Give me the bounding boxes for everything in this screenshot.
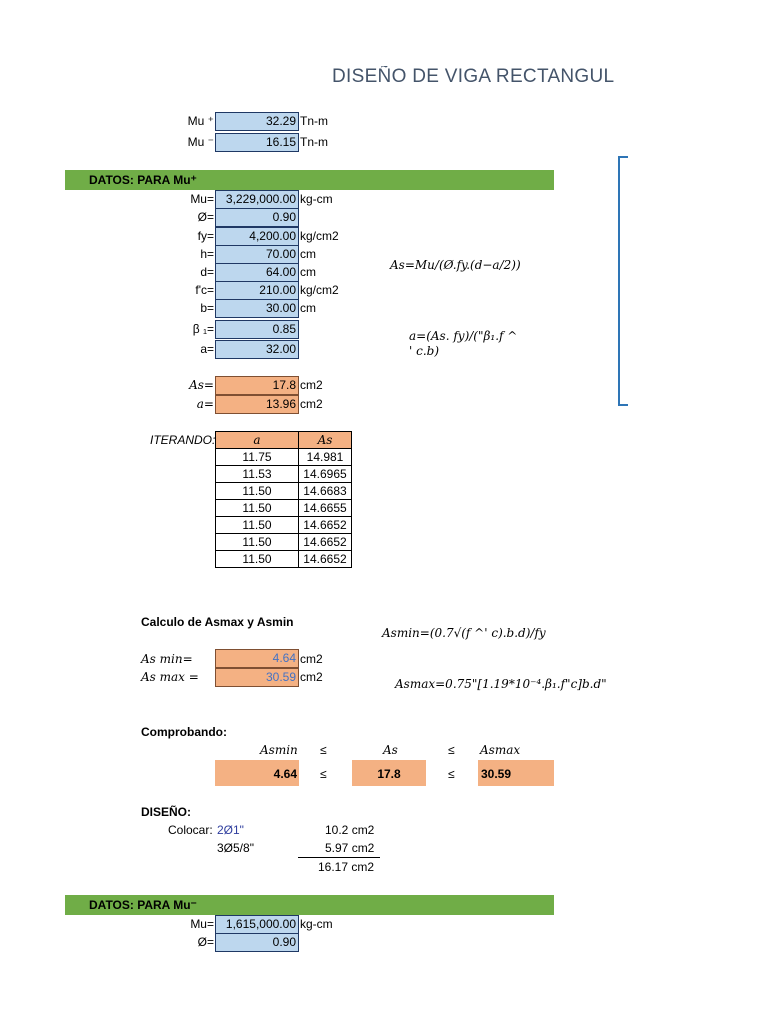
input-label: Ø= <box>197 210 214 224</box>
limits-heading: Calculo de Asmax y Asmin <box>141 615 294 629</box>
input-mu[interactable]: 3,229,000.00 <box>215 190 299 209</box>
page-title: DISEÑO DE VIGA RECTANGUL <box>332 66 615 87</box>
formula-asmax: Asmax=0.75"[1.19*10⁻⁴.β₁.f"c]b.d" <box>395 677 607 691</box>
result-a-label: a= <box>196 397 214 411</box>
input-label: f'c= <box>195 283 214 297</box>
input-label: Mu= <box>190 917 214 931</box>
check-le-symbol: ≤ <box>448 767 455 781</box>
input-fy[interactable]: 4,200.00 <box>215 227 299 246</box>
table-cell: 14.6652 <box>299 551 352 568</box>
table-row <box>216 534 352 551</box>
table-cell: 11.50 <box>216 517 299 534</box>
check-header-le: ≤ <box>448 743 455 757</box>
check-asmax-value: 30.59 <box>478 760 554 786</box>
check-header-as: As <box>383 743 398 757</box>
table-cell: 14.981 <box>299 449 352 466</box>
table-row <box>216 449 352 466</box>
iteration-label: ITERANDO: <box>150 433 216 447</box>
input-beta1[interactable]: 0.85 <box>215 320 299 339</box>
design-bar2-area: 5.97 cm2 <box>325 841 375 855</box>
table-header-a: a <box>216 432 299 449</box>
formula-asmin: Asmin=(0.7√(f ^' c).b.d)/fy <box>382 626 546 640</box>
design-bar1: 2Ø1" <box>217 823 244 837</box>
mu-pos-value[interactable]: 32.29 <box>215 112 299 131</box>
section-title-positive: DATOS: PARA Mu⁺ <box>89 173 197 187</box>
design-bar1-area: 10.2 cm2 <box>325 823 375 837</box>
check-header-asmin: Asmin <box>260 743 298 757</box>
input-unit: cm <box>300 265 316 279</box>
input-label: b= <box>200 301 214 315</box>
section-band-positive <box>65 170 554 190</box>
table-cell: 14.6683 <box>299 483 352 500</box>
section-title-negative: DATOS: PARA Mu⁻ <box>89 898 197 912</box>
bracket-decoration <box>618 156 628 406</box>
check-as-value: 17.8 <box>352 760 426 786</box>
table-row <box>216 483 352 500</box>
mu-pos-label: Mu ⁺ <box>187 114 214 128</box>
mu-neg-label: Mu ⁻ <box>187 135 214 149</box>
input-a[interactable]: 32.00 <box>215 340 299 359</box>
mu-neg-value[interactable]: 16.15 <box>215 133 299 152</box>
input-h[interactable]: 70.00 <box>215 245 299 264</box>
table-header-row <box>216 432 352 449</box>
check-header-le: ≤ <box>320 743 327 757</box>
table-cell: 11.53 <box>216 466 299 483</box>
input-unit: kg/cm2 <box>300 283 339 297</box>
iteration-table <box>215 431 352 568</box>
input-mu-neg[interactable]: 1,615,000.00 <box>215 915 299 934</box>
table-cell: 11.50 <box>216 551 299 568</box>
input-unit: kg/cm2 <box>300 229 339 243</box>
input-d[interactable]: 64.00 <box>215 263 299 282</box>
input-unit: kg-cm <box>300 192 333 206</box>
mu-neg-unit: Tn-m <box>300 135 328 149</box>
input-unit: kg-cm <box>300 917 333 931</box>
result-a-unit: cm2 <box>300 397 323 411</box>
table-row <box>216 500 352 517</box>
result-a-value: 13.96 <box>215 395 299 414</box>
check-header-asmax: Asmax <box>480 743 521 757</box>
table-row <box>216 551 352 568</box>
design-heading: DISEÑO: <box>141 805 192 819</box>
table-cell: 11.50 <box>216 534 299 551</box>
asmin-value: 4.64 <box>215 649 299 668</box>
asmax-value: 30.59 <box>215 668 299 687</box>
check-le-symbol: ≤ <box>320 767 327 781</box>
formula-a-line1: a=(As. fy)/("β₁.f ^ <box>409 329 518 343</box>
input-label: Ø= <box>197 935 214 949</box>
input-label: d= <box>200 265 214 279</box>
check-asmin-value: 4.64 <box>215 760 299 786</box>
design-place-label: Colocar: <box>168 823 213 837</box>
asmin-label: As min= <box>141 652 193 666</box>
input-label: h= <box>200 247 214 261</box>
table-row <box>216 466 352 483</box>
input-unit: cm <box>300 301 316 315</box>
table-header-as: As <box>299 432 352 449</box>
table-cell: 11.75 <box>216 449 299 466</box>
input-phi[interactable]: 0.90 <box>215 208 299 227</box>
design-total: 16.17 cm2 <box>318 860 375 874</box>
formula-a-line2: ' c.b) <box>409 344 440 358</box>
table-cell: 14.6655 <box>299 500 352 517</box>
table-cell: 11.50 <box>216 500 299 517</box>
result-as-unit: cm2 <box>300 378 323 392</box>
design-bar2: 3Ø5/8" <box>217 841 254 855</box>
table-cell: 11.50 <box>216 483 299 500</box>
table-cell: 14.6965 <box>299 466 352 483</box>
input-phi-neg[interactable]: 0.90 <box>215 933 299 952</box>
check-heading: Comprobando: <box>141 725 227 739</box>
result-as-value: 17.8 <box>215 376 299 395</box>
input-label: β ₁= <box>192 322 214 336</box>
asmax-unit: cm2 <box>300 670 323 684</box>
input-label: fy= <box>197 229 214 243</box>
input-fc[interactable]: 210.00 <box>215 281 299 300</box>
asmax-label: As max = <box>141 670 199 684</box>
asmin-unit: cm2 <box>300 652 323 666</box>
table-row <box>216 517 352 534</box>
result-as-label: As= <box>189 378 214 392</box>
input-b[interactable]: 30.00 <box>215 299 299 318</box>
input-label: Mu= <box>190 192 214 206</box>
formula-as: As=Mu/(Ø.fy.(d−a/2)) <box>390 258 521 272</box>
section-band-negative <box>65 895 554 915</box>
mu-pos-unit: Tn-m <box>300 114 328 128</box>
table-cell: 14.6652 <box>299 534 352 551</box>
input-label: a= <box>200 342 214 356</box>
table-cell: 14.6652 <box>299 517 352 534</box>
sum-divider <box>298 857 380 858</box>
input-unit: cm <box>300 247 316 261</box>
